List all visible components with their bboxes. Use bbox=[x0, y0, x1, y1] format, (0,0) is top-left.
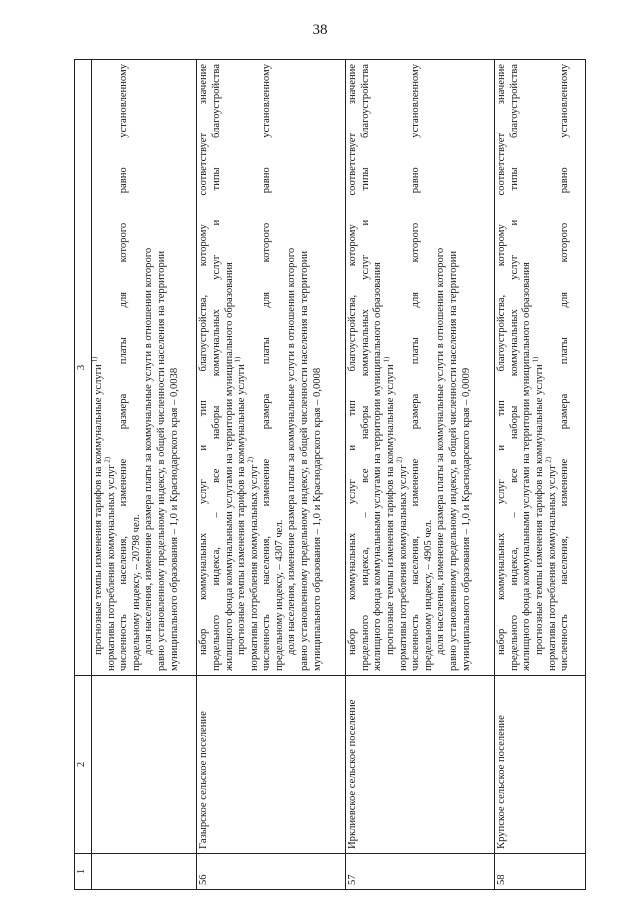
landscape-table-container bbox=[74, 60, 586, 890]
footnote-marker: 1) bbox=[90, 356, 99, 365]
text-line-content: прогнозные темпы изменения тарифов на коммунальные услуги bbox=[534, 364, 545, 655]
text-line bbox=[103, 64, 119, 671]
text-line bbox=[461, 64, 474, 671]
text-line-content: равно установленному предельному индексу, в общей численности населения на территории bbox=[448, 250, 460, 671]
table-row bbox=[346, 60, 495, 890]
text-line bbox=[131, 64, 144, 671]
text-line bbox=[143, 64, 156, 671]
description-cell bbox=[495, 60, 586, 676]
text-line bbox=[211, 64, 224, 671]
text-line-content: численность населения, изменение размера платы для которого равно установленному bbox=[559, 64, 571, 671]
rotated-table-area bbox=[74, 60, 586, 890]
text-line-content: предельного индекса, – все наборы коммунальных услуг и типы благоустройства bbox=[359, 64, 371, 671]
header-cell-2: 2 bbox=[75, 676, 92, 854]
continuation-row bbox=[92, 60, 197, 890]
text-line bbox=[521, 64, 534, 671]
settlement-name-cell: Крупское сельское поселение bbox=[495, 676, 586, 854]
text-line-content: предельного индекса, – все наборы коммунальных услуг и типы благоустройства bbox=[508, 64, 520, 671]
text-line bbox=[448, 64, 461, 671]
text-line bbox=[531, 64, 547, 671]
text-line bbox=[224, 64, 237, 671]
text-line-content: равно установленному предельному индексу, в общей численности населения на территории bbox=[155, 250, 167, 671]
text-line bbox=[360, 64, 373, 671]
text-line bbox=[169, 64, 182, 671]
table-row bbox=[197, 60, 346, 890]
row-number-cell bbox=[92, 854, 197, 890]
text-line bbox=[274, 64, 287, 671]
text-line-content: предельному индексу, – 4905 чел. bbox=[422, 519, 434, 671]
table-row bbox=[495, 60, 586, 890]
header-row bbox=[75, 60, 92, 890]
description-cell bbox=[92, 60, 197, 676]
text-line-content: предельному индексу, – 20798 чел. bbox=[130, 514, 142, 671]
text-line bbox=[347, 64, 360, 671]
text-line bbox=[118, 64, 131, 671]
footnote-marker: 2) bbox=[246, 456, 255, 465]
text-line bbox=[261, 64, 274, 671]
text-line-content: доля населения, изменение размера платы за коммунальные услуги в отношении которого bbox=[286, 247, 298, 655]
text-line-content: доля населения, изменение размера платы за коммунальные услуги в отношении которого bbox=[143, 247, 155, 655]
text-line-content: доля населения, изменение размера платы за коммунальные услуги в отношении которого bbox=[435, 247, 447, 655]
text-line bbox=[509, 64, 522, 671]
text-line-content: численность населения, изменение размера платы для которого равно установленному bbox=[410, 64, 422, 671]
text-line-content: нормативы потребления коммунальных услуг bbox=[546, 464, 558, 671]
text-line-content: прогнозные темпы изменения тарифов на коммунальные услуги bbox=[93, 364, 104, 655]
description-cell bbox=[346, 60, 495, 676]
text-line bbox=[395, 64, 411, 671]
header-cell-1: 1 bbox=[75, 854, 92, 890]
municipal-index-table bbox=[74, 59, 586, 890]
text-line bbox=[312, 64, 325, 671]
text-line-content: жилищного фонда коммунальными услугами на территории муниципального образования bbox=[223, 262, 235, 671]
footnote-marker: 1) bbox=[382, 356, 391, 365]
footnote-marker: 2) bbox=[103, 456, 112, 465]
text-line bbox=[544, 64, 560, 671]
row-number-cell: 57 bbox=[346, 854, 495, 890]
text-line bbox=[156, 64, 169, 671]
text-line-content: муниципального образования – 1,0 и Краснодарского края – 0,0008 bbox=[311, 367, 323, 671]
text-line bbox=[198, 64, 211, 671]
text-line-content: жилищного фонда коммунальными услугами на территории муниципального образования bbox=[521, 262, 533, 671]
text-line-content: предельному индексу, – 4307 чел. bbox=[273, 519, 285, 671]
footnote-marker: 2) bbox=[544, 456, 553, 465]
text-line-content: численность населения, изменение размера платы для которого равно установленному bbox=[118, 64, 130, 671]
text-line bbox=[410, 64, 423, 671]
text-line-content: прогнозные темпы изменения тарифов на коммунальные услуги bbox=[236, 364, 248, 655]
text-line bbox=[435, 64, 448, 671]
settlement-name-cell: Ирклиевское сельское поселение bbox=[346, 676, 495, 854]
footnote-marker: 2) bbox=[395, 456, 404, 465]
row-number-cell: 58 bbox=[495, 854, 586, 890]
text-line bbox=[233, 64, 249, 671]
text-line bbox=[559, 64, 572, 671]
footnote-marker: 1) bbox=[531, 356, 540, 365]
text-line-content: жилищного фонда коммунальными услугами на территории муниципального образования bbox=[372, 262, 384, 671]
text-line-content: прогнозные темпы изменения тарифов на коммунальные услуги bbox=[385, 364, 397, 655]
text-line bbox=[299, 64, 312, 671]
text-line-content: нормативы потребления коммунальных услуг bbox=[248, 464, 260, 671]
text-line-content: муниципального образования – 1,0 и Краснодарского края – 0,0038 bbox=[168, 367, 180, 671]
footnote-marker: 1) bbox=[233, 356, 242, 365]
row-number-cell: 56 bbox=[197, 854, 346, 890]
text-line bbox=[496, 64, 509, 671]
page-number: 38 bbox=[312, 22, 328, 38]
text-line bbox=[90, 64, 106, 671]
text-line-content: численность населения, изменение размера платы для которого равно установленному bbox=[261, 64, 273, 671]
text-line-content: набор коммунальных услуг и тип благоустройства, которому соответствует значение bbox=[496, 64, 508, 655]
text-line-content: нормативы потребления коммунальных услуг bbox=[397, 464, 409, 671]
text-line bbox=[382, 64, 398, 671]
description-cell bbox=[197, 60, 346, 676]
text-line-content: набор коммунальных услуг и тип благоустройства, которому соответствует значение bbox=[347, 64, 359, 655]
text-line-content: набор коммунальных услуг и тип благоустройства, которому соответствует значение bbox=[198, 64, 210, 655]
settlement-name-cell bbox=[92, 676, 197, 854]
table-body bbox=[75, 60, 586, 890]
text-line-content: нормативы потребления коммунальных услуг bbox=[105, 464, 117, 671]
text-line bbox=[246, 64, 262, 671]
text-line-content: предельного индекса, – все наборы коммунальных услуг и типы благоустройства bbox=[210, 64, 222, 671]
header-cell-3: 3 bbox=[75, 60, 92, 676]
text-line bbox=[423, 64, 436, 671]
text-line bbox=[372, 64, 385, 671]
text-line-content: равно установленному предельному индексу, в общей численности населения на территории bbox=[299, 250, 311, 671]
text-line bbox=[286, 64, 299, 671]
text-line-content: муниципального образования – 1,0 и Краснодарского края – 0,0009 bbox=[460, 367, 472, 671]
settlement-name-cell: Газырское сельское поселение bbox=[197, 676, 346, 854]
